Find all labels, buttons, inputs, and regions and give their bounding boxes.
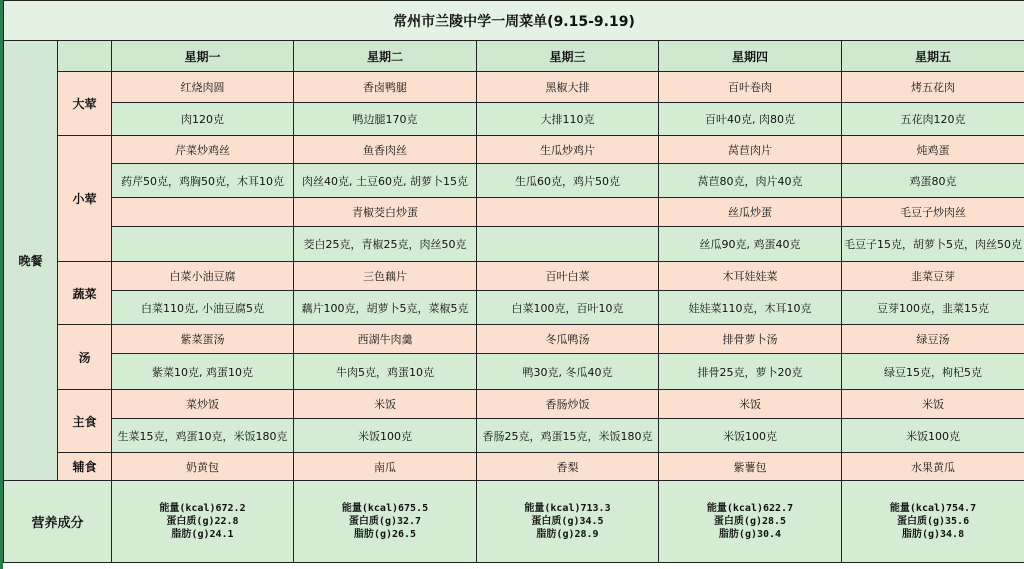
dish-cell: 炖鸡蛋 [842,136,1024,164]
fat-value: 脂肪(g)28.9 [536,529,599,540]
quantity-cell: 生瓜60克，鸡片50克 [477,164,659,198]
staple-dish-row [4,390,1024,419]
nutrition-cell [659,481,842,563]
dish-cell: 香肠炒饭 [477,390,659,419]
day-header-row [4,41,1024,72]
quantity-cell: 香肠25克，鸡蛋15克，米饭180克 [477,419,659,453]
quantity-cell: 药芹50克，鸡胸50克，木耳10克 [112,164,294,198]
protein-value: 蛋白质(g)28.5 [713,516,787,527]
protein-value: 蛋白质(g)32.7 [348,516,422,527]
dish-cell: 米饭 [842,390,1024,419]
fat-value: 脂肪(g)34.8 [901,529,965,540]
dish-cell: 白菜小油豆腐 [112,262,294,291]
day-header: 星期五 [842,41,1024,72]
day-header: 星期一 [112,41,294,72]
side-dish-row [4,136,1024,164]
nutrition-cell [294,481,477,563]
quantity-cell: 鸭30克, 冬瓜40克 [477,354,659,390]
day-header: 星期三 [477,41,659,72]
category-veg: 蔬菜 [58,262,112,325]
dish-cell: 三色藕片 [294,262,477,291]
dish-cell: 黑椒大排 [477,72,659,103]
dish-cell: 南瓜 [294,453,477,481]
staple-qty-row [4,419,1024,453]
main-qty-row [4,103,1024,136]
quantity-cell: 肉丝40克, 土豆60克, 胡萝卜15克 [294,164,477,198]
dish-cell: 奶黄包 [112,453,294,481]
dish-cell: 百叶卷肉 [659,72,842,103]
energy-value: 能量(kcal)713.3 [524,503,611,514]
day-header: 星期二 [294,41,477,72]
category-snack: 辅食 [58,453,112,481]
dish-cell: 米饭 [294,390,477,419]
quantity-cell: 豆芽100克，韭菜15克 [842,291,1024,325]
dish-cell: 韭菜豆芽 [842,262,1024,291]
nutrition-label: 营养成分 [4,481,112,563]
quantity-cell: 鸡蛋80克 [842,164,1024,198]
dish-cell: 西湖牛肉羹 [294,325,477,354]
dish-cell [112,198,294,227]
fat-value: 脂肪(g)24.1 [171,529,234,540]
header-corner-cell [58,41,112,72]
dish-cell: 冬瓜鸭汤 [477,325,659,354]
snack-row [4,453,1024,481]
dish-cell: 米饭 [659,390,842,419]
dish-cell: 紫菜蛋汤 [112,325,294,354]
side-qty-row [4,227,1024,262]
quantity-cell: 丝瓜90克, 鸡蛋40克 [659,227,842,262]
dish-cell: 香卤鸭腿 [294,72,477,103]
protein-value: 蛋白质(g)22.8 [166,516,239,527]
dish-cell: 莴苣肉片 [659,136,842,164]
quantity-cell: 米饭100克 [659,419,842,453]
veg-qty-row [4,291,1024,325]
quantity-cell: 米饭100克 [294,419,477,453]
energy-value: 能量(kcal)672.2 [159,503,246,514]
quantity-cell: 藕片100克，胡萝卜5克，菜椒5克 [294,291,477,325]
dish-cell: 毛豆子炒肉丝 [842,198,1024,227]
dish-cell [477,198,659,227]
dish-cell: 绿豆汤 [842,325,1024,354]
quantity-cell: 紫菜10克, 鸡蛋10克 [112,354,294,390]
dish-cell: 鱼香肉丝 [294,136,477,164]
quantity-cell: 生菜15克，鸡蛋10克，米饭180克 [112,419,294,453]
category-soup: 汤 [58,325,112,390]
quantity-cell: 绿豆15克，枸杞5克 [842,354,1024,390]
side-dish-row [4,198,1024,227]
quantity-cell: 五花肉120克 [842,103,1024,136]
protein-value: 蛋白质(g)35.6 [896,516,970,527]
nutrition-cell [842,481,1024,563]
category-side: 小荤 [58,136,112,262]
menu-table [3,0,1024,563]
quantity-cell: 白菜110克, 小油豆腐5克 [112,291,294,325]
dish-cell: 青椒茭白炒蛋 [294,198,477,227]
quantity-cell: 排骨25克，萝卜20克 [659,354,842,390]
dish-cell: 菜炒饭 [112,390,294,419]
nutrition-cell [112,481,294,563]
main-dish-row [4,72,1024,103]
nutrition-cell [477,481,659,563]
quantity-cell: 米饭100克 [842,419,1024,453]
dish-cell: 生瓜炒鸡片 [477,136,659,164]
dish-cell: 排骨萝卜汤 [659,325,842,354]
dish-cell: 木耳娃娃菜 [659,262,842,291]
protein-value: 蛋白质(g)34.5 [531,516,604,527]
menu-title: 常州市兰陵中学一周菜单(9.15-9.19) [4,1,1024,41]
nutrition-row [4,481,1024,563]
quantity-cell: 娃娃菜110克，木耳10克 [659,291,842,325]
side-qty-row [4,164,1024,198]
quantity-cell: 牛肉5克，鸡蛋10克 [294,354,477,390]
quantity-cell: 百叶40克, 肉80克 [659,103,842,136]
category-staple: 主食 [58,390,112,453]
meal-label: 晚餐 [4,41,58,481]
quantity-cell [112,227,294,262]
soup-qty-row [4,354,1024,390]
day-header: 星期四 [659,41,842,72]
quantity-cell: 茭白25克，青椒25克，肉丝50克 [294,227,477,262]
dish-cell: 红烧肉圆 [112,72,294,103]
quantity-cell: 鸭边腿170克 [294,103,477,136]
energy-value: 能量(kcal)622.7 [706,503,794,514]
quantity-cell: 毛豆子15克，胡萝卜5克，肉丝50克 [842,227,1024,262]
dish-cell: 芹菜炒鸡丝 [112,136,294,164]
soup-dish-row [4,325,1024,354]
quantity-cell: 肉120克 [112,103,294,136]
title-row [4,1,1024,41]
quantity-cell [477,227,659,262]
quantity-cell: 大排110克 [477,103,659,136]
dish-cell: 丝瓜炒蛋 [659,198,842,227]
quantity-cell: 白菜100克，百叶10克 [477,291,659,325]
energy-value: 能量(kcal)754.7 [889,503,977,514]
quantity-cell: 莴苣80克，肉片40克 [659,164,842,198]
veg-dish-row [4,262,1024,291]
category-main: 大荤 [58,72,112,136]
fat-value: 脂肪(g)30.4 [718,529,782,540]
dish-cell: 紫薯包 [659,453,842,481]
dish-cell: 百叶白菜 [477,262,659,291]
dish-cell: 香梨 [477,453,659,481]
fat-value: 脂肪(g)26.5 [353,529,417,540]
dish-cell: 水果黄瓜 [842,453,1024,481]
energy-value: 能量(kcal)675.5 [341,503,429,514]
dish-cell: 烤五花肉 [842,72,1024,103]
